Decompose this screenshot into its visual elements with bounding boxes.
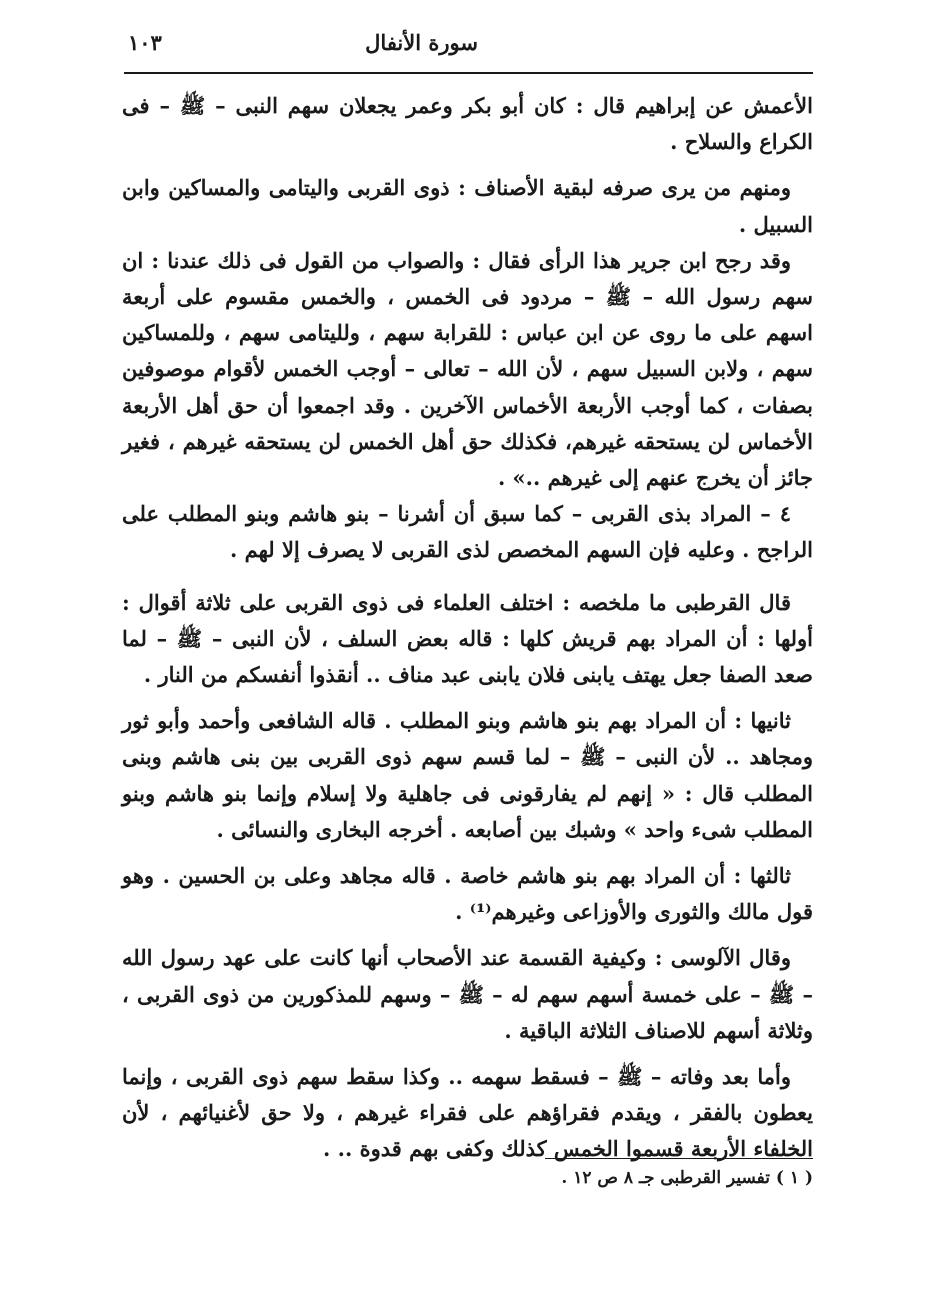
paragraph: وقال الآلوسى : وكيفية القسمة عند الأصحاب أنها كانت على عهد رسول الله – ﷺ – على خمسة أسهم سهم له – ﷺ – وسهم للمذكورين من ذوى القربى ، وثلاثة أسهم للاصناف الثلاثة الباقية . <box>122 945 813 1043</box>
header-rule <box>124 72 813 74</box>
page-number: ١٠٣ <box>128 30 162 55</box>
running-head <box>128 30 813 66</box>
paragraph: ثانيها : أن المراد بهم بنو هاشم وبنو المطلب . قاله الشافعى وأحمد وأبو ثور ومجاهد .. لأن النبى – ﷺ – لما قسم سهم ذوى القربى بين بنى هاشم وبنى المطلب قال : « إنهم لم يفارقونى فى جاهلية ولا إسلام وإنما بنو هاشم وبنو المطلب شىء واحد » وشبك بين أصابعه . أخرجه البخارى والنسائى . <box>122 708 813 842</box>
footnote: ( ١ ) تفسير القرطبى جـ ٨ ص ١٢ . <box>561 1168 813 1188</box>
body-text <box>122 88 813 1168</box>
footnote-rule <box>545 1158 813 1159</box>
paragraph: ثالثها : أن المراد بهم بنو هاشم خاصة . قاله مجاهد وعلى بن الحسين . وهو قول مالك والثورى والأوزاعى وغيرهم⁽¹⁾ . <box>122 863 813 925</box>
paragraph: وقد رجح ابن جرير هذا الرأى فقال : والصواب من القول فى ذلك عندنا : ان سهم رسول الله – ﷺ – مردود فى الخمس ، والخمس مقسوم على أربعة اسهم على ما روى عن ابن عباس : للقرابة سهم ، ولليتامى سهم ، وللمساكين سهم ، ولابن السبيل سهم ، لأن الله – تعالى – أوجب الخمس لأقوام موصوفين بصفات ، كما أوجب الأربعة الأخماس الآخرين . وقد اجمعوا أن حق أهل الأربعة الأخماس لن يستحقه غيرهم، فكذلك حق أهل الخمس لن يستحقه غيرهم ، فغير جائز أن يخرج عنهم إلى غيرهم ..» . <box>122 247 813 491</box>
paragraph: الأعمش عن إبراهيم قال : كان أبو بكر وعمر يجعلان سهم النبى – ﷺ – فى الكراع والسلاح . <box>122 93 813 155</box>
paragraph: وأما بعد وفاته – ﷺ – فسقط سهمه .. وكذا سقط سهم ذوى القربى ، وإنما يعطون بالفقر ، ويقدم فقراؤهم على فقراء غيرهم ، ولا حق لأغنيائهم ، لأن الخلفاء الأربعة قسموا الخمس كذلك وكفى بهم قدوة .. . <box>122 1064 813 1162</box>
paragraph: ٤ – المراد بذى القربى – كما سبق أن أشرنا – بنو هاشم وبنو المطلب على الراجح . وعليه فإن السهم المخصص لذى القربى لا يصرف إلا لهم . <box>122 501 813 563</box>
paragraph: ومنهم من يرى صرفه لبقية الأصناف : ذوى القربى واليتامى والمساكين وابن السبيل . <box>122 175 813 237</box>
surah-title: سورة الأنفال <box>365 30 478 55</box>
paragraph: قال القرطبى ما ملخصه : اختلف العلماء فى ذوى القربى على ثلاثة أقوال : أولها : أن المراد بهم قريش كلها : قاله بعض السلف ، لأن النبى – ﷺ – لما صعد الصفا جعل يهتف يابنى فلان يابنى عبد مناف .. أنقذوا أنفسكم من النار . <box>122 589 813 688</box>
